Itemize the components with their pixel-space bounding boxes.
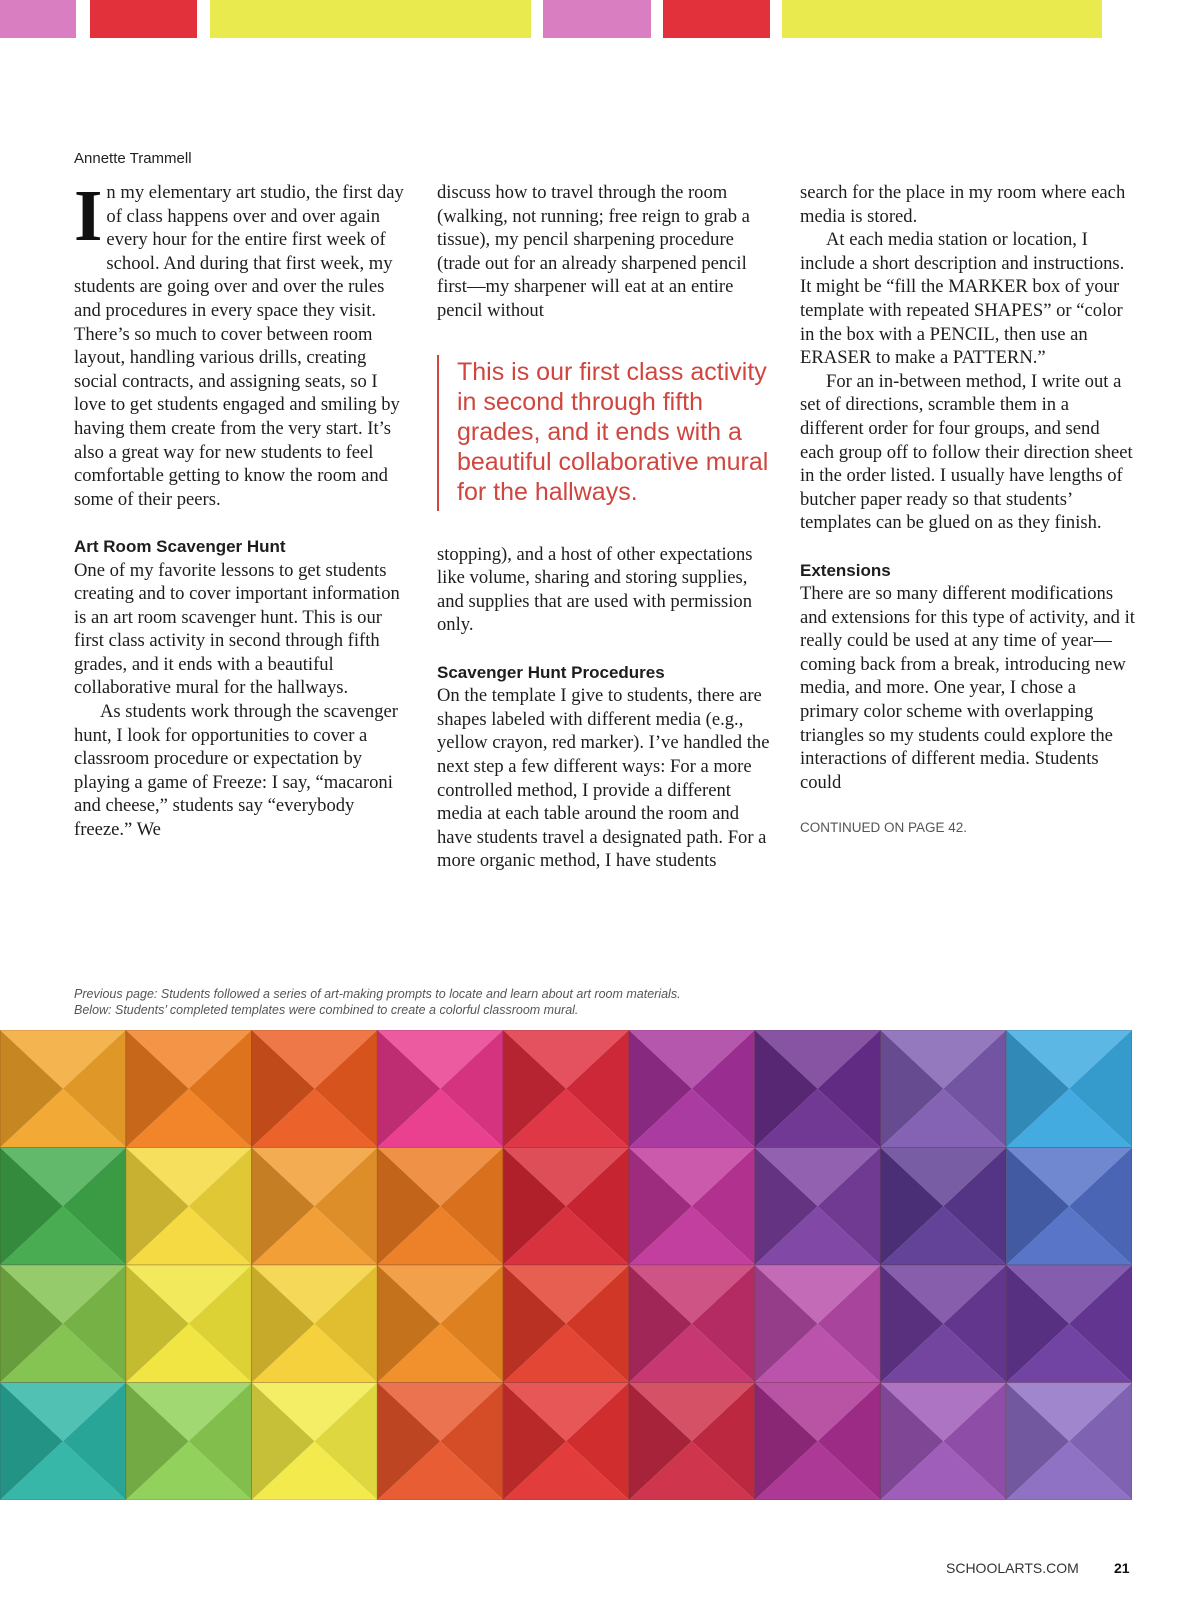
byline: Annette Trammell <box>74 150 192 167</box>
color-bar-red-2 <box>663 0 770 38</box>
color-bar-yellow-2 <box>782 0 1102 38</box>
caption-line: Below: Students’ completed templates were combined to create a colorful classroom mural. <box>74 1003 579 1017</box>
paragraph: discuss how to travel through the room (walking, not running; free reign to grab a tissue), my pencil sharpening procedure (trade out for an already sharpened pencil first—my sharpener will eat at an entire pencil without <box>437 182 750 321</box>
article-column-1 <box>74 175 410 842</box>
footer-site: SCHOOLARTS.COM <box>946 1560 1079 1576</box>
caption-line: Previous page: Students followed a series of art-making prompts to locate and learn about art room materials. <box>74 987 681 1001</box>
intro-paragraph <box>74 175 410 511</box>
paragraph: At each media station or location, I include a short description and instructions. It might be “fill the MARKER box of your template with repeated SHAPES” or “color in the box with a PENCIL, then use an ERASER to make a PATTERN.” <box>800 229 1125 369</box>
article-column-2 <box>437 181 773 873</box>
paragraph: One of my favorite lessons to get students creating and to cover important information is an art room scavenger hunt. This is our first class activity in second through fifth grades, and it ends with a beautiful collaborative mural for the hallways. <box>74 559 400 699</box>
mural-image <box>0 1030 1132 1500</box>
section-heading: Art Room Scavenger Hunt <box>74 536 286 556</box>
paragraph: For an in-between method, I write out a set of directions, scramble them in a different order for four groups, and send each group off to follow their direction sheet in the order listed. I usually have lengths of butcher paper ready so that students’ templates can be glued on as they finish. <box>800 370 1133 534</box>
paragraph: There are so many different modifications and extensions for this type of activity, and it really could be used at any time of year—coming back from a break, introducing new media, and more. One year, I chose a primary color scheme with overlapping triangles so my students could explore the interactions of different media. Students could <box>800 583 1135 793</box>
dropcap: I <box>74 175 103 256</box>
paragraph: On the template I give to students, there are shapes labeled with different media (e.g., yellow crayon, red marker). I’ve handled the next step a few different ways: For a more controlled method, I provide a different media at each table around the room and have students travel a designated path. For a more organic method, I have students <box>437 685 770 872</box>
color-bar-pink-2 <box>543 0 651 38</box>
paragraph: As students work through the scavenger hunt, I look for opportunities to cover a classroom procedure or expectation by playing a game of Freeze: I say, “macaroni and cheese,” students say “everybody freeze.” We <box>74 701 398 841</box>
paragraph: stopping), and a host of other expectations like volume, sharing and storing supplies, and supplies that are used with permission only. <box>437 543 753 636</box>
section-heading: Scavenger Hunt Procedures <box>437 662 665 682</box>
article-column-3 <box>800 181 1136 840</box>
photo-caption <box>74 986 974 1018</box>
paragraph: search for the place in my room where each media is stored. <box>800 182 1126 227</box>
pull-quote: This is our first class activity in second through fifth grades, and it ends with a beautiful collaborative mural for the hallways. <box>437 355 773 511</box>
color-bar-yellow-1 <box>210 0 531 38</box>
color-bar-red-1 <box>90 0 197 38</box>
color-bar-pink-1 <box>0 0 76 38</box>
section-heading: Extensions <box>800 560 891 580</box>
continued-note: CONTINUED ON PAGE 42. <box>800 820 968 836</box>
page-number: 21 <box>1114 1560 1130 1576</box>
intro-text: n my elementary art studio, the first day of class happens over and over again every hour for the entire first week of school. And during that first week, my students are going over and over the rules and procedures in every space they visit. There’s so much to cover between room layout, handling various drills, creating social contracts, and assigning seats, so I love to get students engaged and smiling by having them create from the very start. It’s also a great way for new students to feel comfortable getting to know the room and some of their peers. <box>74 182 404 510</box>
